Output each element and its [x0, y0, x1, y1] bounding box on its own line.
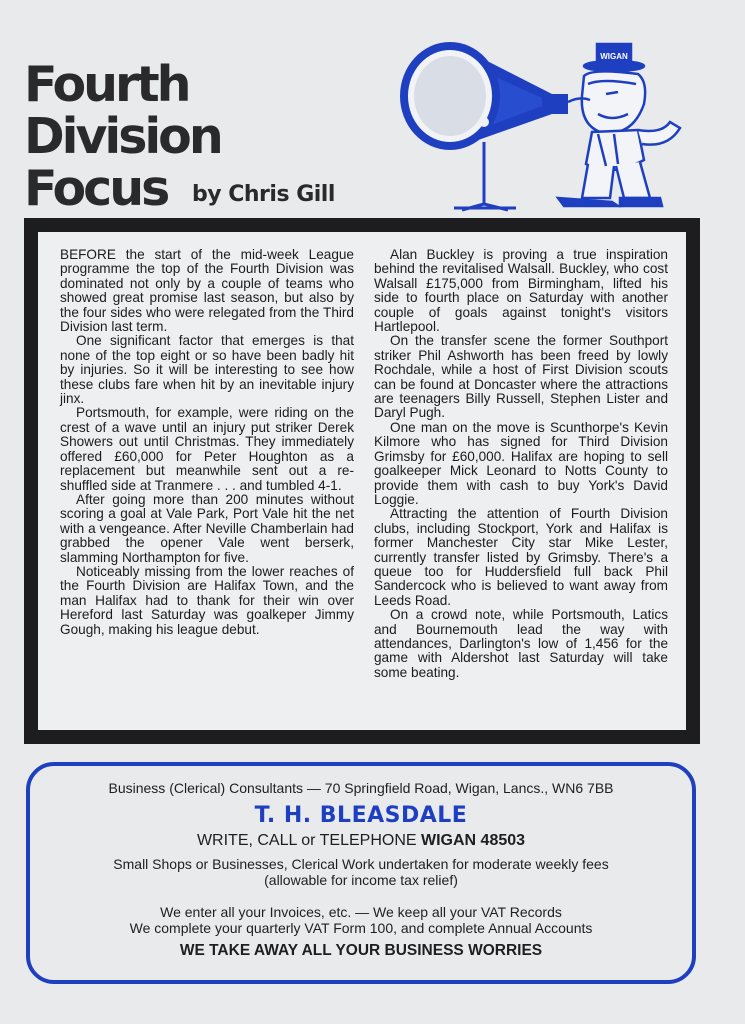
megaphone-icon	[400, 42, 568, 150]
ad-vat-line: We complete your quarterly VAT Form 100, and complete Annual Accounts	[129, 920, 593, 936]
article-body	[38, 232, 686, 730]
megaphone-mascot-illustration	[392, 34, 692, 219]
ad-business-name: T. H. BLEASDALE	[254, 803, 468, 828]
ad-slogan: WE TAKE AWAY ALL YOUR BUSINESS WORRIES	[179, 942, 543, 959]
article-paragraph: After going more than 200 minutes without scoring a goal at Vale Park, Port Vale hit the net with a vengeance. After Neville Chamberlain had grabbed the opener Vale went berserk, slamming Northampton for five.	[60, 491, 354, 565]
article-paragraph: Attracting the attention of Fourth Division clubs, including Stockport, York and Halifax is former Manchester City star Mike Lester, currently transfer listed by Grimsby. There's a queue too for Huddersfield full back Phil Sandercock who is believed to want away from Leeds Road.	[374, 506, 668, 608]
page-title-line-2: Division	[24, 108, 221, 165]
article-paragraph: One man on the move is Scunthorpe's Kevin Kilmore who has signed for Third Division Grimsby for £60,000. Halifax are hoping to sell goalkeeper Mick Leonard to Notts County to provide them with cash to buy York's David Loggie.	[374, 419, 668, 507]
article-column-left	[60, 248, 354, 730]
article-paragraph: Portsmouth, for example, were riding on the crest of a wave until an injury put striker Derek Showers out until Christmas. They immediately offered £60,000 for Peter Houghton as a replacement but meanwhile sent out a re-shuffled side at Tranmere . . . and tumbled 4-1.	[60, 405, 354, 493]
article-paragraph: BEFORE the start of the mid-week League programme the top of the Fourth Division was dominated not only by a couple of teams who showed great promise last season, but also by the four sides who were relegated from the Third Division last term.	[60, 247, 354, 335]
ad-invoice-line: We enter all your Invoices, etc. — We keep all your VAT Records	[160, 904, 562, 920]
ad-address: Business (Clerical) Consultants — 70 Springfield Road, Wigan, Lancs., WN6 7BB	[108, 780, 614, 796]
ad-contact-prefix: WRITE, CALL or TELEPHONE	[196, 832, 417, 849]
article-paragraph: Noticeably missing from the lower reaches of the Fourth Division are Halifax Town, and the man Halifax had to thank for their win over Hereford last Saturday was goalkeper Jimmy Gough, making his league debut.	[60, 563, 354, 637]
author-byline: by Chris Gill	[192, 182, 335, 207]
page-title-line-1: Fourth	[24, 56, 189, 113]
wigan-fan-figure	[558, 44, 680, 206]
ad-services-line: Small Shops or Businesses, Clerical Work undertaken for moderate weekly fees	[113, 856, 609, 872]
megaphone-stand-icon	[454, 142, 516, 210]
ad-contact	[30, 832, 692, 850]
ad-tax-note: (allowable for income tax relief)	[264, 872, 458, 888]
article-column-right	[374, 248, 668, 730]
article-paragraph: Alan Buckley is proving a true inspiration behind the revitalised Walsall. Buckley, who cost Walsall £175,000 from Birmingham, lifted his side to fourth place on Saturday with another couple of goals against tonight's visitors Hartlepool.	[374, 247, 668, 335]
article-paragraph: One significant factor that emerges is that none of the top eight or so have been badly hit by injuries. So it will be interesting to see how these clubs fare when hit by an inevitable injury jinx.	[60, 333, 354, 407]
article-paragraph: On the transfer scene the former Southport striker Phil Ashworth has been freed by lowly Rochdale, while a host of First Division scouts can be found at Doncaster where the attractions are teenagers Billy Russell, Stephen Lister and Daryl Pugh.	[374, 333, 668, 421]
page-title-line-3: Focus	[24, 160, 168, 217]
article-paragraph: On a crowd note, while Portsmouth, Latics and Bournemouth lead the way with attendances, Darlington's low of 1,456 for the game with Aldershot last Saturday will take some beating.	[374, 607, 668, 680]
article-frame	[24, 218, 700, 744]
ad-phone-number: WIGAN 48503	[421, 832, 526, 849]
mascot-hat-label: WIGAN	[600, 52, 628, 61]
advertisement-box	[26, 762, 696, 984]
